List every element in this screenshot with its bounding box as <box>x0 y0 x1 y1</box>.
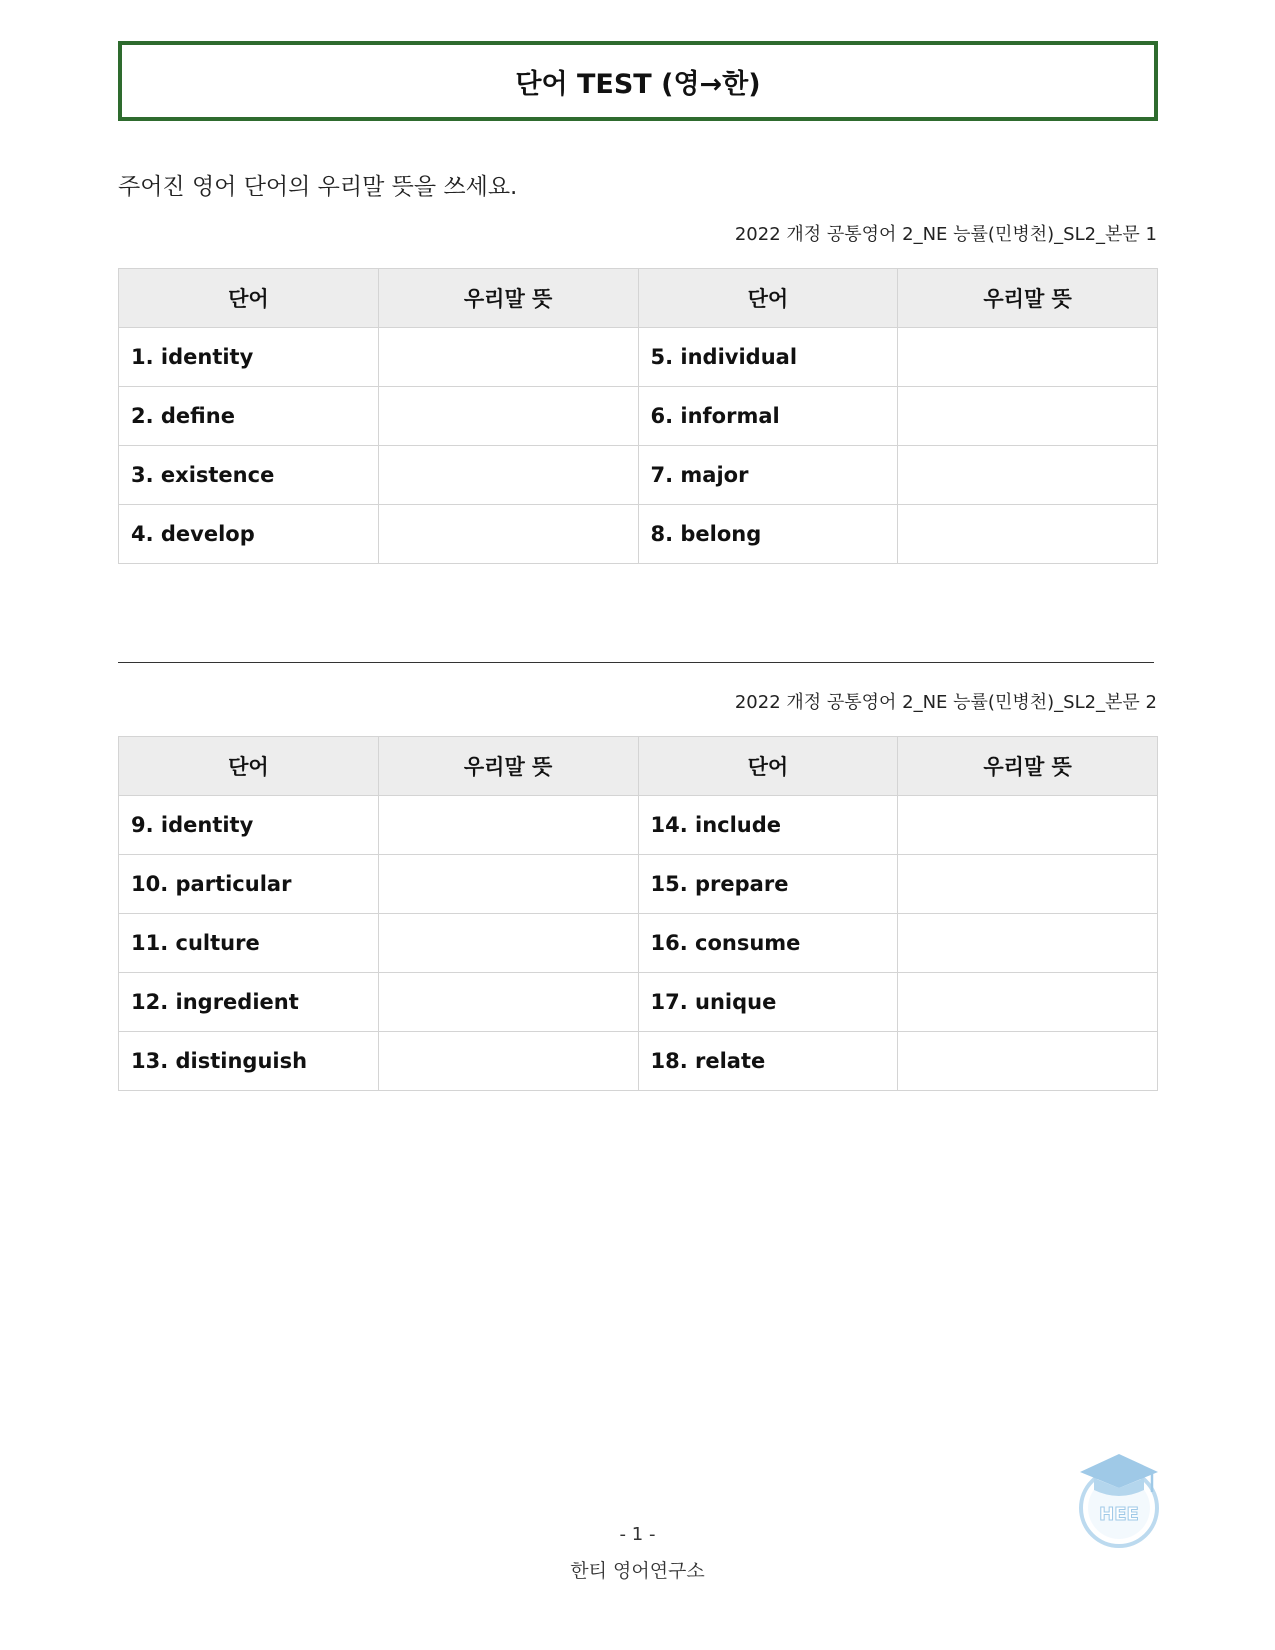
word-cell: 6. informal <box>638 387 898 446</box>
header-meaning: 우리말 뜻 <box>898 269 1158 328</box>
word-cell: 7. major <box>638 446 898 505</box>
word-cell: 16. consume <box>638 914 898 973</box>
table-row <box>119 328 1158 387</box>
section-1-source: 2022 개정 공통영어 2_NE 능률(민병천)_SL2_본문 1 <box>734 224 1157 245</box>
answer-cell[interactable] <box>898 855 1158 914</box>
footer-organization: 한티 영어연구소 <box>570 1560 705 1582</box>
table-header-row <box>119 737 1158 796</box>
table-row <box>119 446 1158 505</box>
vocab-table-1 <box>118 268 1158 564</box>
answer-cell[interactable] <box>378 505 638 564</box>
answer-cell[interactable] <box>378 914 638 973</box>
answer-cell[interactable] <box>378 855 638 914</box>
word-cell: 14. include <box>638 796 898 855</box>
word-cell: 5. individual <box>638 328 898 387</box>
table-row <box>119 855 1158 914</box>
word-cell: 2. define <box>119 387 379 446</box>
vocab-table-2 <box>118 736 1158 1091</box>
graduation-cap-icon <box>1074 1452 1164 1550</box>
table-row <box>119 796 1158 855</box>
table-header-row <box>119 269 1158 328</box>
answer-cell[interactable] <box>898 446 1158 505</box>
word-cell: 18. relate <box>638 1032 898 1091</box>
answer-cell[interactable] <box>898 914 1158 973</box>
page-number: - 1 - <box>619 1524 656 1545</box>
word-cell: 10. particular <box>119 855 379 914</box>
answer-cell[interactable] <box>898 387 1158 446</box>
instruction-text: 주어진 영어 단어의 우리말 뜻을 쓰세요. <box>118 174 518 200</box>
table-row <box>119 1032 1158 1091</box>
header-word: 단어 <box>638 737 898 796</box>
section-2-source: 2022 개정 공통영어 2_NE 능률(민병천)_SL2_본문 2 <box>734 692 1157 713</box>
header-word: 단어 <box>119 269 379 328</box>
answer-cell[interactable] <box>378 1032 638 1091</box>
word-cell: 1. identity <box>119 328 379 387</box>
header-meaning: 우리말 뜻 <box>378 269 638 328</box>
word-cell: 13. distinguish <box>119 1032 379 1091</box>
test-title-box <box>118 41 1158 121</box>
section-divider <box>118 662 1154 663</box>
header-meaning: 우리말 뜻 <box>898 737 1158 796</box>
answer-cell[interactable] <box>378 387 638 446</box>
answer-cell[interactable] <box>378 796 638 855</box>
word-cell: 8. belong <box>638 505 898 564</box>
word-cell: 9. identity <box>119 796 379 855</box>
answer-cell[interactable] <box>378 446 638 505</box>
hee-logo <box>1074 1452 1164 1550</box>
answer-cell[interactable] <box>898 973 1158 1032</box>
answer-cell[interactable] <box>898 796 1158 855</box>
table-row <box>119 505 1158 564</box>
word-cell: 15. prepare <box>638 855 898 914</box>
table-row <box>119 387 1158 446</box>
word-cell: 12. ingredient <box>119 973 379 1032</box>
word-cell: 3. existence <box>119 446 379 505</box>
word-cell: 11. culture <box>119 914 379 973</box>
answer-cell[interactable] <box>898 328 1158 387</box>
answer-cell[interactable] <box>378 328 638 387</box>
word-cell: 4. develop <box>119 505 379 564</box>
page-title: 단어 TEST (영→한) <box>515 68 761 100</box>
header-word: 단어 <box>119 737 379 796</box>
table-row <box>119 914 1158 973</box>
header-meaning: 우리말 뜻 <box>378 737 638 796</box>
word-cell: 17. unique <box>638 973 898 1032</box>
table-row <box>119 973 1158 1032</box>
svg-text:HEE: HEE <box>1099 1504 1139 1525</box>
header-word: 단어 <box>638 269 898 328</box>
answer-cell[interactable] <box>898 505 1158 564</box>
answer-cell[interactable] <box>378 973 638 1032</box>
answer-cell[interactable] <box>898 1032 1158 1091</box>
